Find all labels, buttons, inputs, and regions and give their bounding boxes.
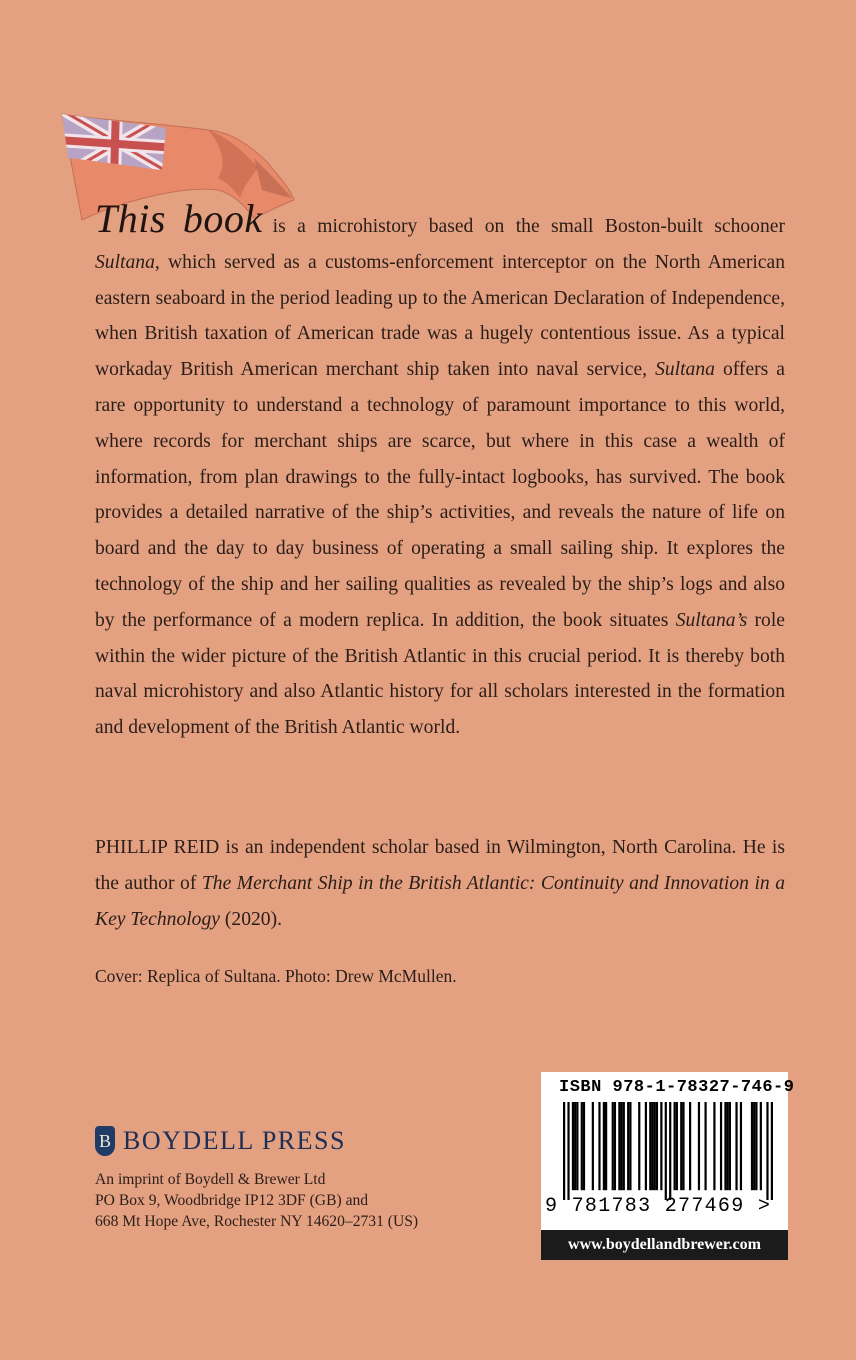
barcode-bar — [682, 1102, 684, 1190]
barcode-bar — [656, 1102, 658, 1190]
barcode-digits: 9 781783 277469 > — [545, 1195, 772, 1218]
barcode-bar — [618, 1102, 620, 1190]
barcode-bar — [598, 1102, 600, 1190]
barcode-bar — [651, 1102, 653, 1190]
author-book-title: The Merchant Ship in the British Atlantic: Continuity and Innovation in a Key Technology — [95, 872, 785, 930]
barcode-bar — [660, 1102, 662, 1190]
isbn-barcode-box — [541, 1072, 795, 1260]
barcode-bar — [576, 1102, 578, 1190]
blurb-text: Sultana — [655, 359, 715, 381]
barcode-bar — [689, 1102, 691, 1190]
blurb-text: , which served as a customs-enforcement interceptor on the North American eastern seaboard in the period leading up to the American Declaration of Independence, when British taxation of American trade was a hugely contentious issue. As a typical workaday British American merchant ship taken into naval service, — [95, 251, 785, 381]
barcode-bar — [574, 1102, 576, 1190]
barcode-bar — [572, 1102, 574, 1190]
barcode-bar — [771, 1102, 773, 1200]
barcode-bar — [563, 1102, 565, 1200]
barcode-bar — [620, 1102, 622, 1190]
barcode-bar — [760, 1102, 762, 1190]
imprint-line: 668 Mt Hope Ave, Rochester NY 14620–2731 (US) — [95, 1213, 419, 1230]
barcode-bar — [766, 1102, 768, 1200]
barcode-bar — [627, 1102, 629, 1190]
barcode-bar — [755, 1102, 757, 1190]
barcode-bar — [567, 1102, 569, 1200]
barcode-bar — [740, 1102, 742, 1190]
barcode-bar — [605, 1102, 607, 1190]
barcode-bar — [583, 1102, 585, 1190]
publisher-website: www.boydellandbrewer.com — [541, 1230, 788, 1260]
author-bio-text: PHILLIP REID is an independent scholar based in Wilmington, North Carolina. He is the author of — [95, 837, 785, 894]
blurb-text: Sultana — [95, 251, 155, 273]
publisher-logo — [95, 1126, 346, 1156]
barcode-bar — [720, 1102, 722, 1190]
barcode-bar — [645, 1102, 647, 1190]
cover-credit: Cover: Replica of Sultana. Photo: Drew McMullen. — [95, 966, 457, 986]
barcode-bar — [727, 1102, 729, 1190]
isbn-label: ISBN 978-1-78327-746-9 — [559, 1078, 795, 1097]
barcode-bar — [676, 1102, 678, 1190]
barcode-bar — [649, 1102, 651, 1190]
imprint-line: PO Box 9, Woodbridge IP12 3DF (GB) and — [95, 1192, 369, 1209]
barcode-bar — [751, 1102, 753, 1190]
blurb-text: Sultana’s — [675, 609, 748, 631]
barcode-bar — [614, 1102, 616, 1190]
barcode-bar — [753, 1102, 755, 1190]
barcode-bar — [581, 1102, 583, 1190]
barcode-bar — [623, 1102, 625, 1190]
barcode-bar — [680, 1102, 682, 1190]
barcode-bar — [592, 1102, 594, 1190]
blurb-paragraph — [95, 196, 785, 746]
barcode-bar — [674, 1102, 676, 1190]
boydell-shield-icon: B — [95, 1126, 115, 1156]
barcode-bar — [629, 1102, 631, 1190]
blurb-text: is a microhistory based on the small Boston-built schooner — [272, 216, 785, 237]
publisher-name: BOYDELL PRESS — [123, 1126, 346, 1155]
barcode-bar — [704, 1102, 706, 1190]
blurb-lead: This book — [95, 196, 263, 241]
imprint-line: An imprint of Boydell & Brewer Ltd — [95, 1171, 326, 1188]
imprint-address — [95, 1169, 418, 1232]
barcode-bar — [654, 1102, 656, 1190]
barcode-bars — [563, 1102, 773, 1200]
barcode-bar — [698, 1102, 700, 1190]
barcode-bar — [603, 1102, 605, 1190]
barcode-bar — [665, 1102, 667, 1200]
barcode-bar — [612, 1102, 614, 1190]
blurb-text: role within the wider picture of the British Atlantic in this crucial period. It is thereby both naval microhistory and also Atlantic history for all scholars interested in the formation and development of the British Atlantic world. — [95, 609, 785, 739]
author-bio — [95, 830, 785, 937]
author-bio-text: (2020). — [219, 908, 283, 930]
barcode-bar — [729, 1102, 731, 1190]
barcode-bar — [713, 1102, 715, 1190]
barcode-bar — [669, 1102, 671, 1200]
blurb-text: offers a rare opportunity to understand a technology of paramount importance to this world, where records for merchant ships are scarce, but where in this case a wealth of information, from plan drawings to the fully-intact logbooks, has survived. The book provides a detailed narrative of the ship’s activities, and reveals the nature of life on board and the day to day business of operating a small sailing ship. It explores the technology of the ship and her sailing qualities as revealed by the ship’s logs and also by the performance of a modern replica. In addition, the book situates — [95, 359, 785, 631]
barcode-bar — [735, 1102, 737, 1190]
barcode-bar — [638, 1102, 640, 1190]
barcode-bar — [724, 1102, 726, 1190]
